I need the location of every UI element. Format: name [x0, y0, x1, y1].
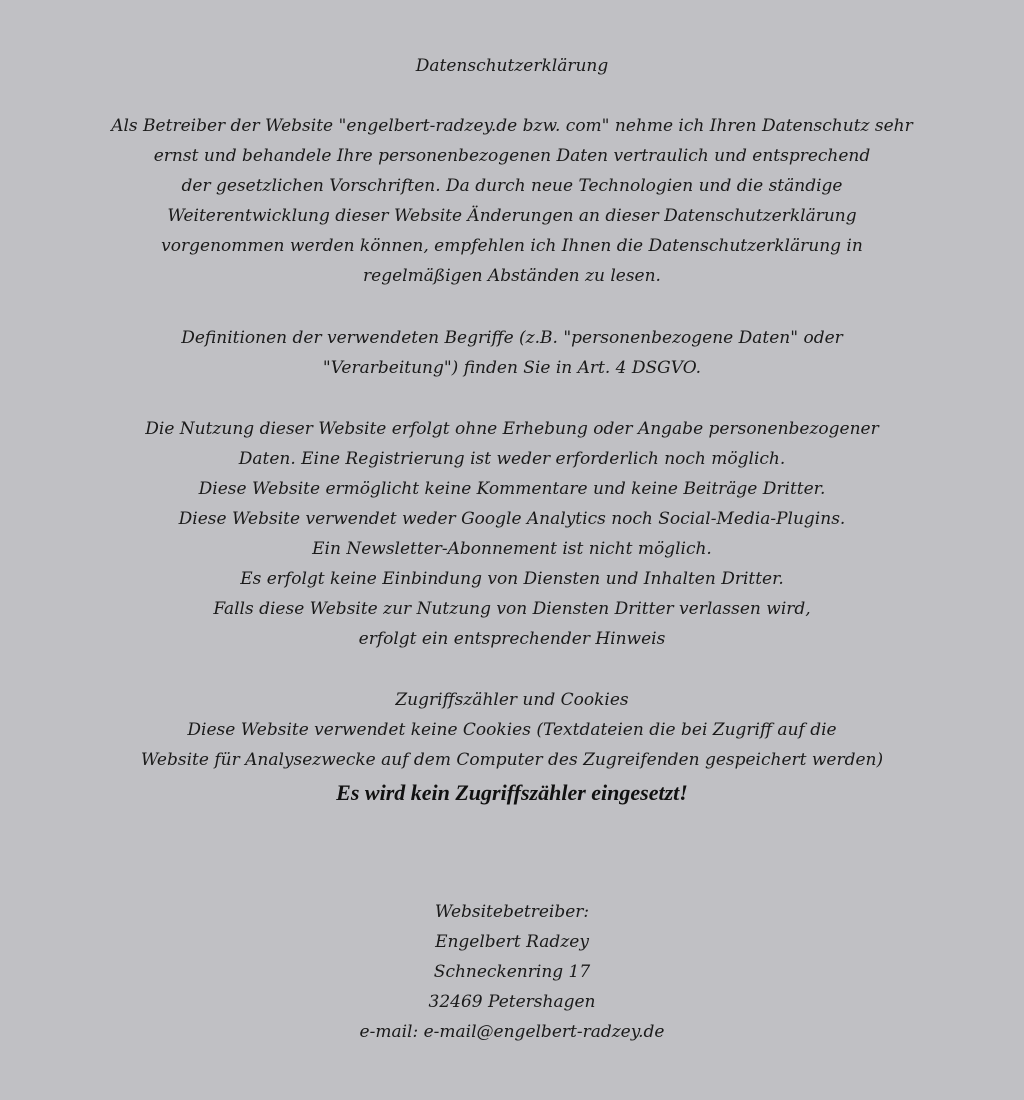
usage-line: Es erfolgt keine Einbindung von Diensten und Inhalten Dritter.	[240, 569, 784, 589]
cookies-line: Diese Website verwendet keine Cookies (Textdateien die bei Zugriff auf die	[187, 720, 837, 740]
operator-block	[0, 897, 1024, 1047]
usage-line: Ein Newsletter-Abonnement ist nicht möglich.	[312, 539, 712, 559]
operator-label: Websitebetreiber:	[434, 902, 590, 922]
page-title: Datenschutzerklärung	[415, 56, 609, 76]
usage-line: Daten. Eine Registrierung ist weder erforderlich noch möglich.	[238, 449, 786, 469]
intro-line: ernst und behandele Ihre personenbezogenen Daten vertraulich und entsprechend	[153, 146, 871, 166]
usage-paragraph	[0, 414, 1024, 654]
usage-line: Die Nutzung dieser Website erfolgt ohne Erhebung oder Angabe personenbezogener	[145, 419, 879, 439]
intro-line: regelmäßigen Abständen zu lesen.	[363, 266, 661, 286]
operator-email: e-mail: e-mail@engelbert-radzey.de	[359, 1022, 665, 1042]
intro-line: Als Betreiber der Website "engelbert-radzey.de bzw. com" nehme ich Ihren Datenschutz sehr	[111, 116, 913, 136]
counter-notice: Es wird kein Zugriffszähler eingesetzt!	[336, 780, 688, 805]
intro-line: der gesetzlichen Vorschriften. Da durch neue Technologien und die ständige	[181, 176, 843, 196]
definitions-line: Definitionen der verwendeten Begriffe (z.B. "personenbezogene Daten" oder	[181, 328, 843, 348]
operator-city: 32469 Petershagen	[428, 992, 596, 1012]
usage-line: Diese Website ermöglicht keine Kommentare und keine Beiträge Dritter.	[198, 479, 826, 499]
intro-line: Weiterentwicklung dieser Website Änderungen an dieser Datenschutzerklärung	[167, 206, 857, 226]
intro-line: vorgenommen werden können, empfehlen ich Ihnen die Datenschutzerklärung in	[161, 236, 863, 256]
cookies-line: Website für Analysezwecke auf dem Computer des Zugreifenden gespeichert werden)	[140, 750, 884, 770]
definitions-line: "Verarbeitung") finden Sie in Art. 4 DSGVO.	[322, 358, 702, 378]
cookies-section	[0, 685, 1024, 811]
intro-paragraph	[0, 111, 1024, 291]
usage-line: Diese Website verwendet weder Google Analytics noch Social-Media-Plugins.	[178, 509, 846, 529]
definitions-paragraph	[0, 323, 1024, 383]
usage-line: erfolgt ein entsprechender Hinweis	[358, 629, 666, 649]
operator-name: Engelbert Radzey	[435, 932, 589, 952]
usage-line: Falls diese Website zur Nutzung von Diensten Dritter verlassen wird,	[213, 599, 811, 619]
operator-street: Schneckenring 17	[433, 962, 591, 982]
title-block	[0, 51, 1024, 81]
cookies-heading: Zugriffszähler und Cookies	[395, 690, 629, 710]
